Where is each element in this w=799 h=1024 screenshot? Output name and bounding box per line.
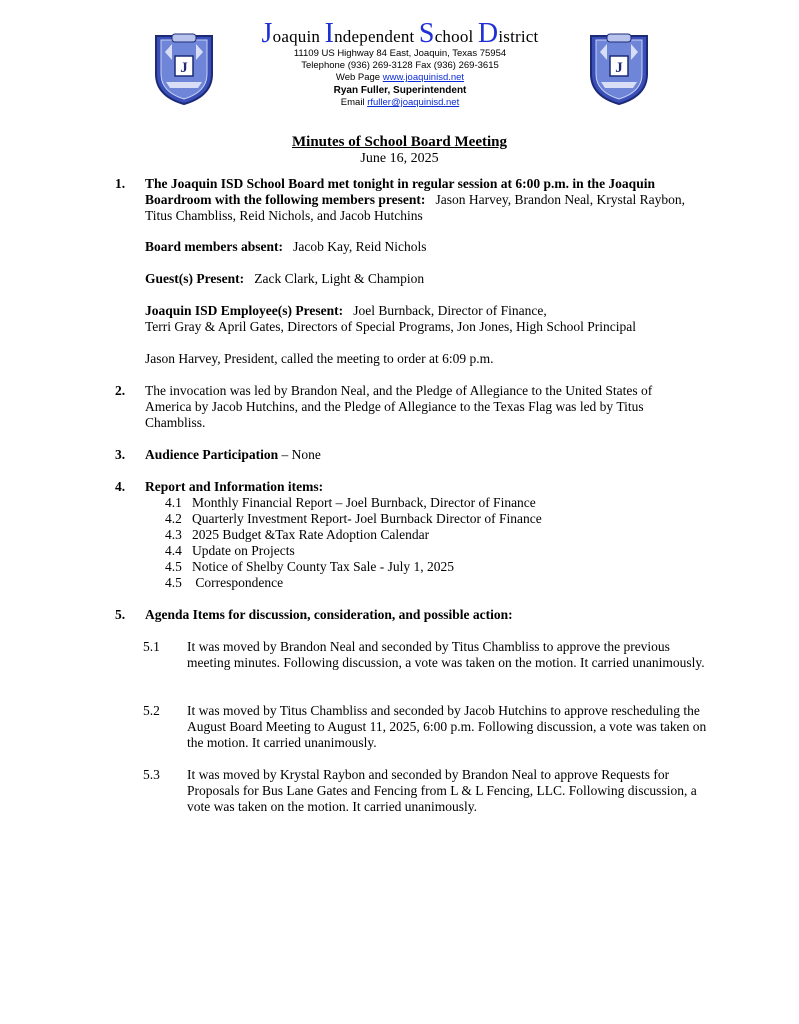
list-item-number: 4.5 — [165, 575, 182, 590]
absent-value: Jacob Kay, Reid Nichols — [293, 239, 427, 254]
list-item-text: Correspondence — [192, 575, 284, 590]
motion-text: It was moved by Titus Chambliss and seconded by Jacob Hutchins to approve rescheduling the August Board Meeting to August 11, 2025, 6:00 p.m. Following discussion, a vote was taken on the motion. It carried unanimously. — [187, 703, 707, 750]
item-number: 4. — [115, 479, 126, 494]
web-link[interactable]: www.joaquinisd.net — [382, 72, 465, 83]
audience-value: – None — [278, 447, 321, 462]
district-seal-left-icon — [152, 30, 216, 106]
list-item — [165, 575, 542, 591]
list-item — [165, 527, 542, 543]
audience-participation — [145, 447, 700, 463]
email-link[interactable]: rfuller@joaquinisd.net — [367, 97, 460, 108]
district-word: ndependent — [334, 27, 419, 46]
district-word: istrict — [498, 27, 539, 46]
item-1-text — [145, 176, 700, 224]
list-item-number: 4.5 — [165, 559, 182, 574]
seal-letter: J — [180, 60, 188, 76]
guests-value: Zack Clark, Light & Champion — [254, 271, 425, 286]
guests-label: Guest(s) Present: — [145, 271, 245, 286]
meeting-date: June 16, 2025 — [360, 151, 439, 166]
district-word: chool — [434, 27, 478, 46]
superintendent: Ryan Fuller, Superintendent — [333, 85, 467, 96]
call-to-order: Jason Harvey, President, called the meeting to order at 6:09 p.m. — [145, 351, 494, 366]
district-name — [220, 20, 580, 48]
members-present: Jason Harvey, Brandon Neal, Krystal Raybon, Titus Chambliss, Reid Nichols, and Jacob Hutchins — [145, 192, 686, 223]
employees-present — [145, 303, 705, 335]
seal-letter: J — [615, 60, 623, 76]
list-item-text: 2025 Budget &Tax Rate Adoption Calendar — [192, 527, 430, 542]
district-seal-right-icon — [587, 30, 651, 106]
list-item-text: Update on Projects — [192, 543, 295, 558]
list-item-number: 4.1 — [165, 495, 182, 510]
document-title: Minutes of School Board Meeting — [292, 134, 507, 150]
list-item — [165, 495, 542, 511]
district-initial: J — [261, 18, 273, 49]
list-item-text: Notice of Shelby County Tax Sale - July 1, 2025 — [192, 559, 455, 574]
session-lead: The Joaquin ISD School Board met tonight in regular session at 6:00 p.m. in the Joaquin Boardroom with the following members present: — [145, 176, 655, 207]
motion-number: 5.2 — [143, 703, 160, 718]
district-address: 11109 US Highway 84 East, Joaquin, Texas 75954 — [293, 48, 507, 59]
invocation-text: The invocation was led by Brandon Neal, and the Pledge of Allegiance to the United States of America by Jacob Hutchins, and the Pledge of Allegiance to the Texas Flag was led by Titus Chambliss. — [145, 383, 653, 430]
list-item-text: Quarterly Investment Report- Joel Burnback Director of Finance — [192, 511, 542, 526]
guests-present — [145, 271, 705, 287]
list-item — [165, 543, 542, 559]
motion-text: It was moved by Brandon Neal and seconded by Titus Chambliss to approve the previous meeting minutes. Following discussion, a vote was taken on the motion. It carried unanimously. — [187, 639, 705, 670]
district-initial: D — [477, 18, 499, 49]
item-number: 2. — [115, 383, 126, 398]
reports-heading: Report and Information items: — [145, 479, 324, 494]
item-number: 1. — [115, 176, 126, 191]
employees-line-2: Terri Gray & April Gates, Directors of Special Programs, Jon Jones, High School Principal — [145, 319, 636, 334]
motion-text: It was moved by Krystal Raybon and seconded by Brandon Neal to approve Requests for Proposals for Bus Lane Gates and Fencing from L & L Fencing, LLC. Following discussion, a vote was taken on the motion. It carried unanimously. — [187, 767, 697, 814]
agenda-heading: Agenda Items for discussion, consideration, and possible action: — [145, 607, 513, 622]
list-item — [165, 511, 542, 527]
web-label: Web Page — [335, 72, 381, 83]
district-word: oaquin — [272, 27, 325, 46]
list-item-number: 4.4 — [165, 543, 182, 558]
list-item — [165, 559, 542, 575]
employees-line-1: Joel Burnback, Director of Finance, — [353, 303, 547, 318]
district-web — [220, 72, 580, 84]
district-email — [220, 97, 580, 109]
motion-number: 5.1 — [143, 639, 160, 654]
email-label: Email — [340, 97, 365, 108]
absent-label: Board members absent: — [145, 239, 283, 254]
report-list — [165, 495, 542, 591]
district-initial: I — [324, 18, 335, 49]
item-number: 3. — [115, 447, 126, 462]
district-initial: S — [418, 18, 435, 49]
members-absent — [145, 239, 705, 255]
audience-label: Audience Participation — [145, 447, 279, 462]
district-phone: Telephone (936) 269-3128 Fax (936) 269-3615 — [301, 60, 499, 71]
motion-number: 5.3 — [143, 767, 160, 782]
letterhead — [220, 20, 580, 109]
list-item-text: Monthly Financial Report – Joel Burnback, Director of Finance — [192, 495, 536, 510]
item-number: 5. — [115, 607, 126, 622]
list-item-number: 4.3 — [165, 527, 182, 542]
list-item-number: 4.2 — [165, 511, 182, 526]
employees-label: Joaquin ISD Employee(s) Present: — [145, 303, 344, 318]
